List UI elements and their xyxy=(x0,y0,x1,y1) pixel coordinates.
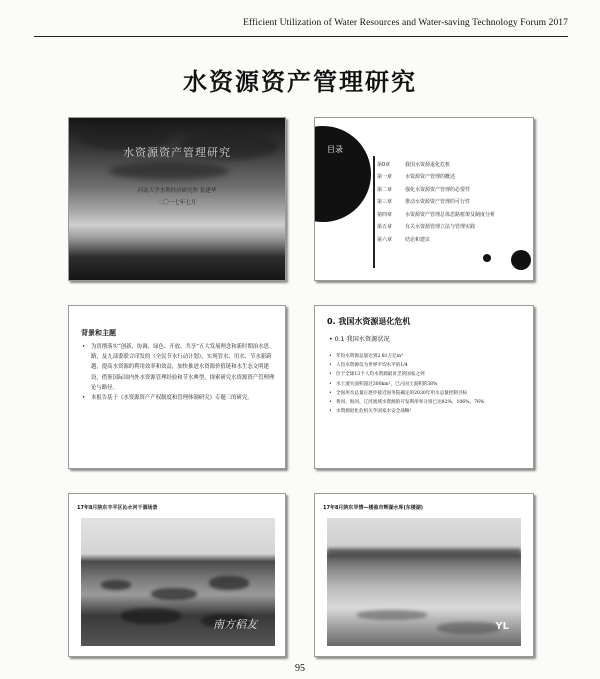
contents-name: 推动水资源资产管理的可行性 xyxy=(405,199,471,206)
crisis-bullet: • 黄河、海河、辽河流域水资源的开发利用率分别已达82%、106%、76% xyxy=(329,398,525,407)
crisis-bullet: • 位于全球13个人均水资源最贫乏的国家之列 xyxy=(329,370,525,379)
dry-river-photo xyxy=(81,518,275,646)
slide-photo-river xyxy=(68,493,286,657)
contents-item xyxy=(377,196,527,209)
decorative-dot xyxy=(511,250,531,270)
contents-chapter: 第四章 xyxy=(377,211,393,218)
page-number: 95 xyxy=(295,663,305,674)
contents-name: 我国水资源退化危机 xyxy=(405,161,451,168)
photo-caption: 17年8月陕东旱情—楼盈市辉湖水库(东楼湖) xyxy=(323,505,424,511)
photo-shadow xyxy=(101,580,131,590)
contents-item xyxy=(377,233,527,246)
contents-name: 结论和建议 xyxy=(405,236,431,243)
reservoir-photo xyxy=(327,518,521,646)
slide-photo-reservoir xyxy=(314,493,534,657)
contents-chapter: 第五章 xyxy=(377,224,393,231)
decorative-dot xyxy=(483,254,491,262)
slide-crisis xyxy=(314,305,534,469)
background-heading: 背景和主题 xyxy=(81,329,116,337)
photo-shadow xyxy=(121,608,181,624)
crisis-bullet: • 水资源退化危机关乎国家水安全战略！ xyxy=(329,407,525,416)
photo-caption: 17年8月陕东丰平区沁水河干涸场景 xyxy=(77,505,158,511)
cover-title: 水资源资产管理研究 xyxy=(123,146,231,159)
page-title: 水资源资产管理研究 xyxy=(183,68,417,96)
contents-name: 强化水资源资产管理的必要性 xyxy=(405,186,471,193)
watermark: YL xyxy=(495,621,509,632)
cover-date: 二〇一七年七月 xyxy=(157,200,197,206)
photo-shadow xyxy=(357,610,427,620)
cloud xyxy=(109,162,229,180)
contents-list xyxy=(377,158,527,246)
contents-item xyxy=(377,183,527,196)
crisis-subheading: • 0.1 我国水资源状况 xyxy=(329,336,390,343)
background-paragraph: • 本报告基于《水资源资产产权制度和管理体制研究》专题三的研究。 xyxy=(81,393,277,403)
running-header: Efficient Utilization of Water Resources and Water-saving Technology Forum 2017 xyxy=(243,18,568,28)
watermark: 南方稻友 xyxy=(213,618,257,631)
crisis-bullet: • 人均水资源仅为世界平均水平的1/4 xyxy=(329,361,525,370)
crisis-bullet: • 全国用水总量正逐步接近国务院确定的2030年用水总量控制目标 xyxy=(329,389,525,398)
contents-name: 水资源资产管理总体思路框架及制度分析 xyxy=(405,211,496,218)
contents-chapter: 第三章 xyxy=(377,199,393,206)
contents-circle xyxy=(314,126,371,222)
contents-chapter: 第一章 xyxy=(377,174,393,181)
header-rule xyxy=(34,36,568,37)
contents-name: 有关水资源管理立法与管理实践 xyxy=(405,224,476,231)
contents-name: 水资源资产管理的概述 xyxy=(405,174,456,181)
crisis-heading: 0. 我国水资源退化危机 xyxy=(327,317,411,326)
slide-cover xyxy=(68,117,286,281)
contents-chapter: 第二章 xyxy=(377,186,393,193)
crisis-bullet: • 年均水资源总量达到2.81万亿m³ xyxy=(329,352,525,361)
contents-item xyxy=(377,221,527,234)
photo-shadow xyxy=(209,576,249,590)
photo-shadow xyxy=(151,588,197,600)
contents-chapter: 第0章 xyxy=(377,161,391,168)
background-paragraph: • 为贯彻落实“创新、协调、绿色、开放、共享”五大发展理念和新时期治水思路，及九部委联合印发的《全民节水行动计划》，实现管水、用水、节水新跨越，提高水资源的利用效率和效益，加快推进水资源价值链和水生态文明建设，借鉴国际国内外水资源管理经验和节水典型，探索研究水资源资产管理理论与路径。 xyxy=(81,342,277,393)
photo-shadow xyxy=(437,622,501,634)
contents-chapter: 第六章 xyxy=(377,236,393,243)
background-body xyxy=(81,342,277,403)
crisis-bullet: • 水土流失面积超过300km²，已占国土面积的38% xyxy=(329,380,525,389)
photo-shadow xyxy=(327,548,521,556)
contents-bar xyxy=(373,156,375,268)
cover-institution: 河南大学水利经济研究所 张建华 xyxy=(137,188,217,194)
contents-label: 目录 xyxy=(327,145,343,154)
crisis-bullets xyxy=(329,352,525,416)
slide-contents xyxy=(314,117,534,281)
contents-item xyxy=(377,158,527,171)
contents-item xyxy=(377,171,527,184)
contents-item xyxy=(377,208,527,221)
slide-background xyxy=(68,305,286,469)
